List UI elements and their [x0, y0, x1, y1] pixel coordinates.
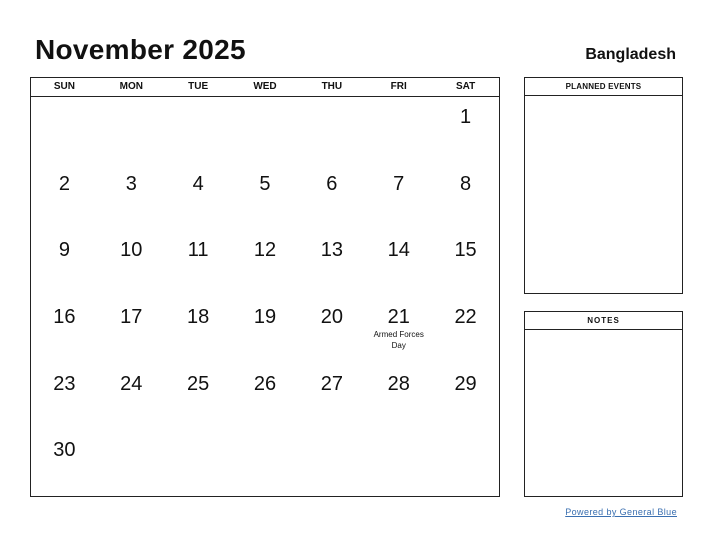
- day-number: 13: [320, 239, 343, 262]
- notes-panel: [524, 311, 683, 497]
- day-cell: [298, 164, 365, 231]
- day-cell: [165, 164, 232, 231]
- day-number: 14: [387, 239, 410, 262]
- day-cell: [31, 230, 98, 297]
- notes-heading: NOTES: [525, 312, 682, 330]
- day-cell: [98, 364, 165, 431]
- day-number: 7: [393, 172, 405, 195]
- country-label: Bangladesh: [585, 46, 676, 63]
- planned-events-panel: [524, 77, 683, 294]
- day-number: 27: [320, 372, 343, 395]
- day-cell: [232, 297, 299, 364]
- weekday-fri: FRI: [390, 81, 407, 92]
- weekday-wed: WED: [253, 81, 277, 92]
- day-cell: [432, 364, 499, 431]
- day-number: 16: [53, 305, 76, 328]
- day-cell: [232, 364, 299, 431]
- day-cell: [432, 297, 499, 364]
- day-number: 1: [460, 106, 472, 128]
- powered-by-link[interactable]: Powered by General Blue: [565, 507, 677, 517]
- day-cell: [98, 230, 165, 297]
- day-number: 3: [125, 172, 137, 195]
- day-number: 28: [387, 372, 410, 395]
- weekday-header: [31, 78, 499, 97]
- day-cell: [365, 230, 432, 297]
- day-cell: [98, 430, 165, 497]
- day-cell: [365, 97, 432, 164]
- day-cell: [365, 364, 432, 431]
- calendar-grid: [30, 77, 500, 497]
- day-number: 15: [454, 239, 477, 262]
- day-cell: [432, 230, 499, 297]
- day-number: 10: [120, 239, 143, 262]
- day-cell: [365, 297, 432, 364]
- day-number: 2: [58, 172, 70, 195]
- day-number: 20: [320, 305, 343, 328]
- day-cell: [232, 230, 299, 297]
- day-number: 19: [253, 305, 277, 328]
- day-cell: [31, 297, 98, 364]
- day-cell: [232, 97, 299, 164]
- day-number: 9: [58, 239, 70, 262]
- day-number: 6: [326, 172, 338, 195]
- day-number: 5: [259, 172, 271, 195]
- day-number: 17: [120, 305, 143, 328]
- weekday-sun: SUN: [53, 81, 75, 92]
- day-cell: [165, 97, 232, 164]
- weekday-thu: THU: [321, 81, 343, 92]
- calendar-title: November 2025: [35, 34, 246, 65]
- day-cell: [298, 97, 365, 164]
- day-cell: [298, 297, 365, 364]
- day-number: 11: [187, 239, 209, 262]
- day-number: 18: [187, 305, 210, 328]
- day-number: 30: [53, 439, 76, 462]
- weekday-sat: SAT: [455, 81, 476, 92]
- day-cell: [165, 230, 232, 297]
- day-cell: [232, 430, 299, 497]
- planned-events-heading: PLANNED EVENTS: [525, 78, 682, 96]
- day-number: 23: [53, 372, 76, 395]
- day-cell: [31, 364, 98, 431]
- day-cell: [232, 164, 299, 231]
- day-cell: [298, 430, 365, 497]
- day-cell: [432, 97, 499, 164]
- day-cell: [165, 430, 232, 497]
- day-number: 29: [454, 372, 477, 395]
- day-cell: [365, 430, 432, 497]
- day-number: 21: [387, 305, 410, 328]
- weekday-tue: TUE: [188, 81, 209, 92]
- day-cell: [432, 164, 499, 231]
- day-cell: [31, 430, 98, 497]
- day-number: 24: [120, 372, 143, 395]
- day-number: 22: [454, 305, 477, 328]
- day-number: 26: [253, 372, 277, 395]
- holiday-label: Armed Forces Day: [373, 329, 424, 350]
- day-cell: [31, 97, 98, 164]
- day-cell: [365, 164, 432, 231]
- day-cell: [31, 164, 98, 231]
- day-cell: [165, 364, 232, 431]
- day-number: 8: [460, 172, 472, 195]
- day-cell: [98, 97, 165, 164]
- weekday-mon: MON: [119, 81, 143, 92]
- day-cell: [432, 430, 499, 497]
- day-number: 4: [192, 172, 204, 195]
- day-grid: [31, 97, 499, 497]
- day-cell: [165, 297, 232, 364]
- day-cell: [298, 364, 365, 431]
- day-cell: [98, 297, 165, 364]
- day-cell: [98, 164, 165, 231]
- day-number: 12: [253, 239, 277, 262]
- day-cell: [298, 230, 365, 297]
- day-number: 25: [187, 372, 210, 395]
